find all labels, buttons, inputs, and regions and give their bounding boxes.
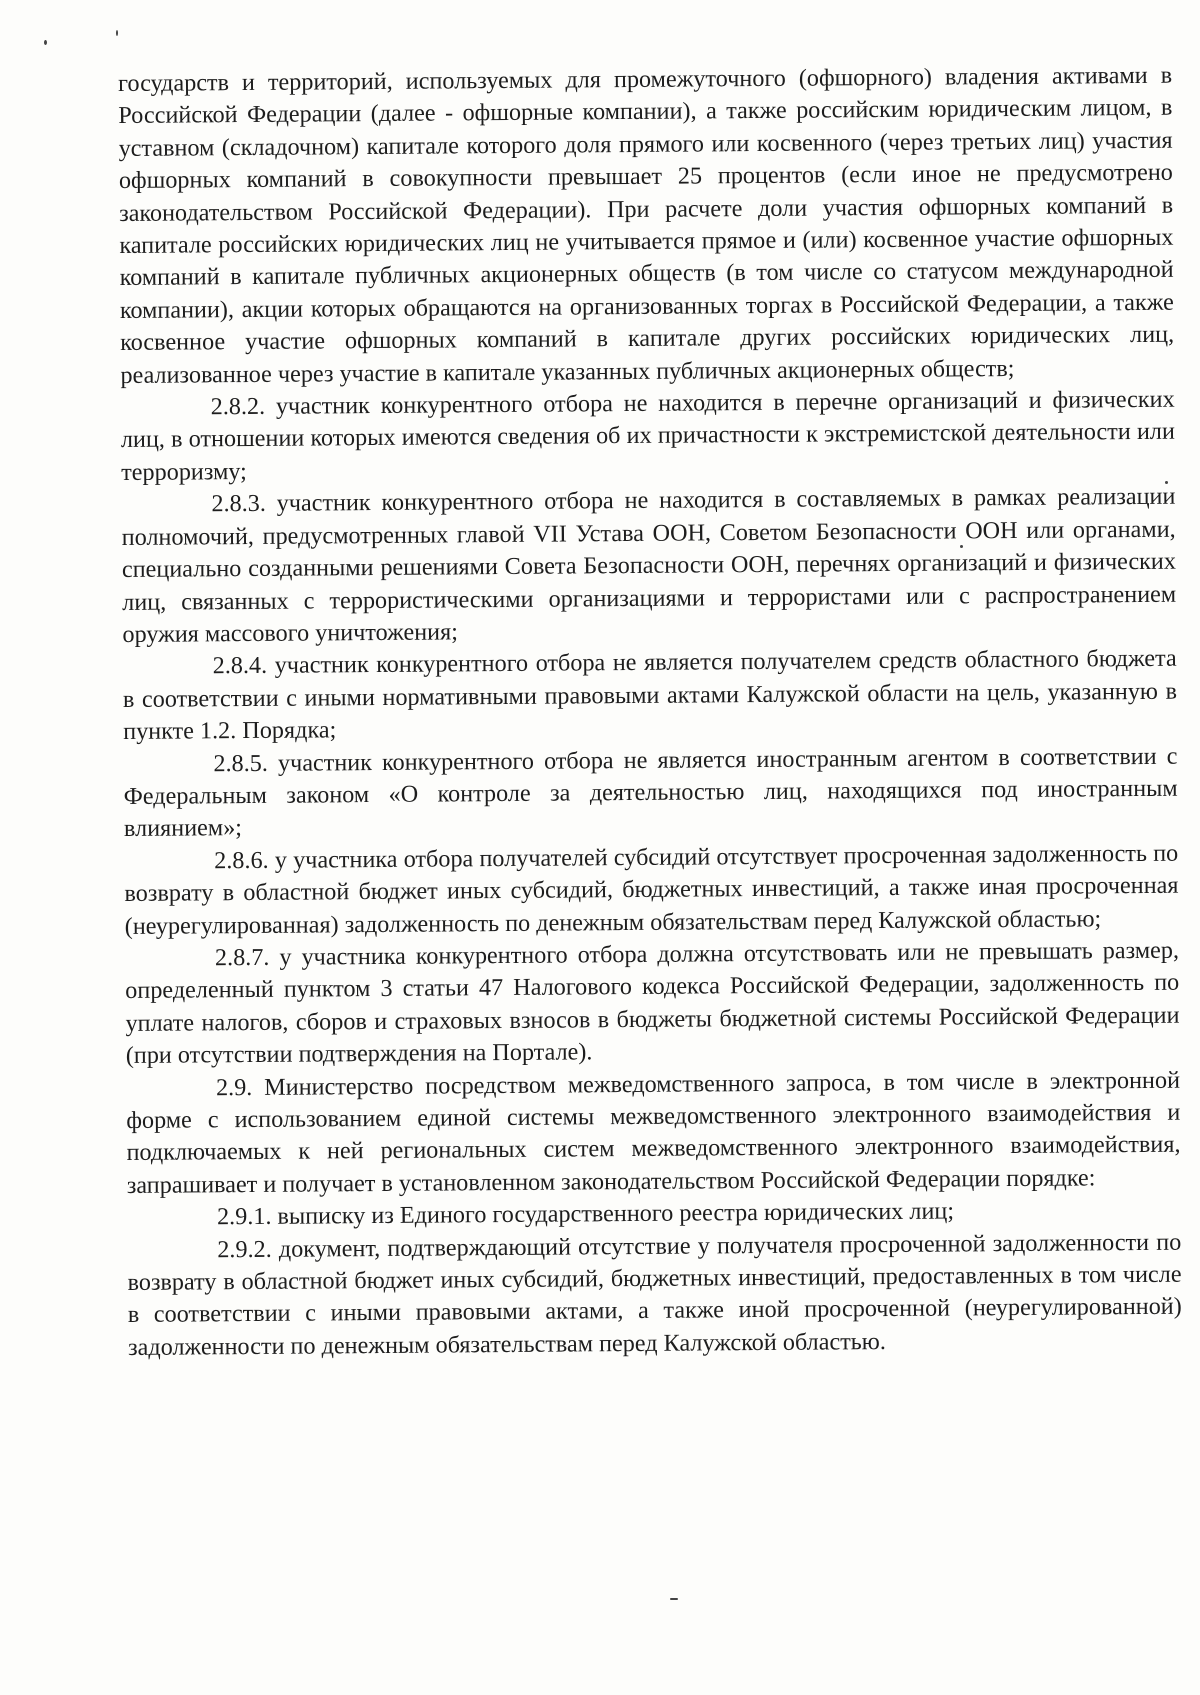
paragraph-2-9-2: 2.9.2. документ, подтверждающий отсутствие у получателя просроченной задолженности по возврату в областной бюджет иных субсидий, бюджетных инвестиций, предоставленных в том числе в соответствии с иными правовыми актами, а также иной просроченной (неурегулированной) задолженности по денежным обязательствам перед Калужской областью.: [127, 1228, 1182, 1361]
paragraph-2-8-7: 2.8.7. у участника конкурентного отбора должна отсутствовать или не превышать размер, определенный пунктом 3 статьи 47 Налогового кодекса Российской Федерации, задолженность по уплате налогов, сборов и страховых взносов в бюджеты бюджетной системы Российской Федерации (при отсутствии подтверждения на Портале).: [125, 936, 1180, 1070]
document-body: [118, 60, 1182, 1364]
paragraph-2-8-2: 2.8.2. участник конкурентного отбора не находится в перечне организаций и физических лиц, в отношении которых имеются сведения об их причастности к экстремистской деятельности или терроризму;: [120, 385, 1175, 486]
scan-speck: [44, 40, 47, 45]
scan-speck: [116, 30, 118, 36]
paragraph-2-9: 2.9. Министерство посредством межведомственного запроса, в том числе в электронной форме с использованием единой системы межведомственного электронного взаимодействия и подключаемых к ней региональных систем межведомственного электронного взаимодействия, запрашивает и получает в установленном законодательством Российской Федерации порядке:: [126, 1066, 1181, 1199]
paragraph-2-9-1: 2.9.1. выписку из Единого государственного реестра юридических лиц;: [216, 1197, 955, 1231]
paragraph-2-8-6: 2.8.6. у участника отбора получателей субсидий отсутствует просроченная задолженность по возврату в областной бюджет иных субсидий, бюджетных инвестиций, а также иная просроченная (неурегулированная) задолженность по денежным обязательствам перед Калужской областью;: [124, 839, 1179, 940]
paragraph-2-8-5: 2.8.5. участник конкурентного отбора не является иностранным агентом в соответствии с Федеральным законом «О контроле за деятельностью лиц, находящихся под иностранным влиянием»;: [123, 742, 1178, 843]
scan-speck: [670, 1598, 678, 1600]
paragraph-continuation: государств и территорий, используемых для промежуточного (офшорного) владения активами в Российской Федерации (далее - офшорные компании), а также российским юридическим лицом, в уставном (складочном) капитале которого доля прямого или косвенного (через третьих лиц) участия офшорных компаний в совокупности превышает 25 процентов (если иное не предусмотрено законодательством Российской Федерации). При расчете доли участия офшорных компаний в капитале российских юридических лиц не учитывается прямое и (или) косвенное участие офшорных компаний в капитале публичных акционерных обществ (в том числе со статусом международной компании), акции которых обращаются на организованных торгах в Российской Федерации, а также косвенное участие офшорных компаний в капитале других российских юридических лиц, реализованное через участие в капитале указанных публичных акционерных обществ;: [118, 61, 1175, 389]
paragraph-2-8-4: 2.8.4. участник конкурентного отбора не является получателем средств областного бюджета в соответствии с иными нормативными правовыми актами Калужской области на цель, указанную в пункте 1.2. Порядка;: [122, 645, 1178, 746]
paragraph-2-8-3: 2.8.3. участник конкурентного отбора не находится в составляемых в рамках реализации полномочий, предусмотренных главой VII Устава ООН, Советом Безопасности ООН или органами, специально созданными решениями Совета Безопасности ООН, перечнях организаций и физических лиц, связанных с террористическими организациями и террористами или с распространением оружия массового уничтожения;: [121, 482, 1177, 648]
